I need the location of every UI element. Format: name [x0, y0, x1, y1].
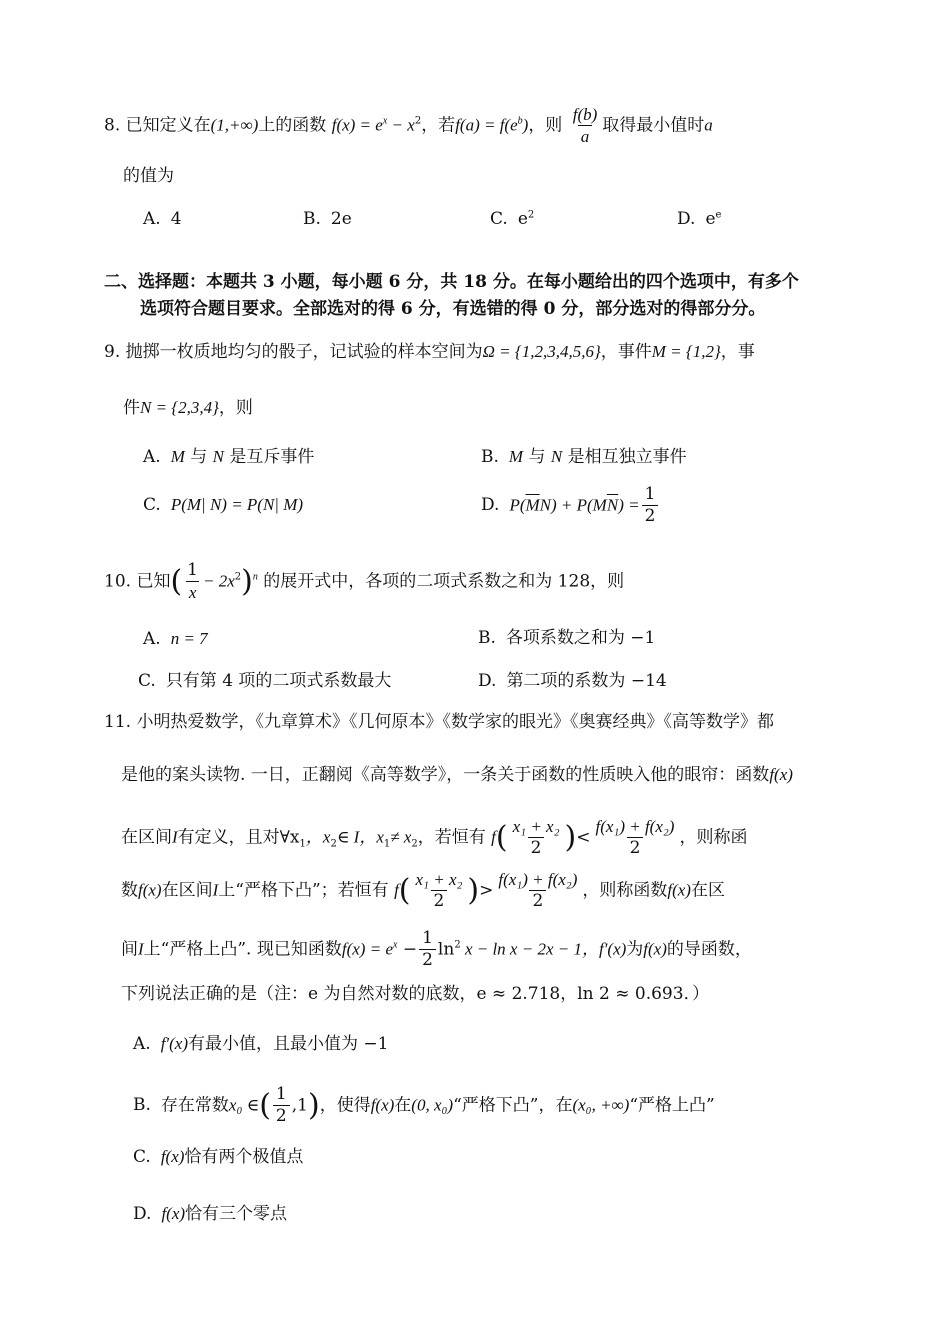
- q11-sum-fraction-2: $\frac{\text{f(x₁) + f(x₂)}}{2}$: [498, 870, 578, 912]
- q8-line1: 8. 已知定义在(1,+∞)上的函数 $f(x) = e^x - x^2$，若$f(a) = f(e^b)$，则 $\frac{f(b)}{a}$ 取得最小值时a: [104, 105, 713, 147]
- q11-line1: 11. 小明热爱数学，《九章算术》《几何原本》《数学家的眼光》《奥赛经典》《高等数学》都: [104, 712, 774, 732]
- q11-line2: 是他的案头读物. 一日，正翻阅《高等数学》，一条关于函数的性质映入他的眼帘：函数f(x): [121, 765, 793, 785]
- q8-option-a: A. 4: [143, 209, 182, 229]
- q10-option-d: D. 第二项的系数为 −14: [478, 671, 667, 691]
- q11-line6: 下列说法正确的是（注：e 为自然对数的底数，e ≈ 2.718，ln 2 ≈ 0.693．）: [121, 984, 710, 1004]
- q9-number: 9.: [104, 342, 121, 362]
- q10-option-c: C. 只有第 4 项的二项式系数最大: [138, 671, 392, 691]
- q9-option-d: D. $P(\overline{M}N) + P(M\overline{N})$ = $\frac{1}{2}$: [481, 484, 660, 528]
- q11-sum-fraction-1: $\frac{\text{f(x₁) + f(x₂)}}{2}$: [595, 817, 675, 859]
- q11-half-fraction: $\frac{1}{2}$: [419, 928, 436, 972]
- q11-option-d: D. f(x)恰有三个零点: [133, 1204, 288, 1224]
- q8-option-b: B. 2e: [303, 209, 352, 229]
- section2-heading-line2: 选项符合题目要求。全部选对的得 6 分，有选错的得 0 分，部分选对的得部分分。: [140, 299, 766, 319]
- q8-fraction: $\frac{f(b)}{a}$: [572, 105, 598, 147]
- section2-heading-line1: 二、选择题：本题共 3 小题，每小题 6 分，共 18 分。在每小题给出的四个选项中，有多个: [104, 272, 799, 292]
- q11-avg-fraction-2: $\frac{\text{x₁ + x₂}}{2}$: [415, 870, 463, 912]
- q11-option-b: B. 存在常数x₀ ∈( $\frac{1}{2}$ ,1)，使得f(x)在(0, x₀)“严格下凸”，在(x₀, +∞)“严格上凸”: [133, 1084, 715, 1127]
- q11-number: 11.: [104, 712, 132, 732]
- q11-avg-fraction-1: $\frac{\text{x₁ + x₂}}{2}$: [512, 817, 560, 859]
- q11-line5: 间I上“严格上凸”. 现已知函数$f(x) = e^x$ − $\frac{1}{2}$ $\ln^2 x - \ln x - 2x - 1$，f′(x)为f(x)的导函数，: [121, 928, 752, 971]
- q9-line2: 件N = {2,3,4}，则: [123, 398, 253, 418]
- q8-number: 8.: [104, 115, 121, 136]
- q10-fraction: $\frac{1}{x}$: [187, 560, 198, 603]
- q10-option-a: A. n = 7: [143, 629, 208, 649]
- q11-optb-half-fraction: $\frac{1}{2}$: [273, 1084, 290, 1128]
- q11-option-c: C. f(x)恰有两个极值点: [133, 1147, 304, 1167]
- q10-number: 10.: [104, 571, 132, 592]
- q9-option-a: A. M 与 N 是互斥事件: [143, 447, 315, 467]
- q8-line2: 的值为: [123, 166, 174, 186]
- q11-line4: 数f(x)在区间I上“严格下凸”；若恒有 f( $\frac{\text{x₁ + x₂}}{2}$ )> $\frac{\text{f(x₁) + f(x₂)}}{2}$ ，则称函数f(x)在区: [121, 870, 725, 912]
- q11-line3: 在区间I有定义，且对$\forall x_1$，$x_2\in$ I，$x_1\ne x_2$，若恒有 f( $\frac{\text{x₁ + x₂}}{2}$ )< $\frac{\text{f(x₁) + f(x₂)}}{2}$ ，则称函: [121, 817, 748, 859]
- q9-option-c: C. P(M| N) = P(N| M): [143, 495, 304, 515]
- q10-option-b: B. 各项系数之和为 −1: [478, 628, 656, 648]
- q11-option-a: A. f′(x)有最小值，且最小值为 −1: [133, 1034, 389, 1054]
- q9-half-fraction: $\frac{1}{2}$: [642, 484, 659, 528]
- q8-option-c: C. $e^2$: [490, 209, 535, 229]
- q9-option-b: B. M 与 N 是相互独立事件: [481, 447, 687, 467]
- q10-line1: 10. 已知( $\frac{1}{x}$ − $2x^2)^n$ 的展开式中，各项的二项式系数之和为 128，则: [104, 560, 625, 603]
- q9-line1: 9. 抛掷一枚质地均匀的骰子，记试验的样本空间为Ω = {1,2,3,4,5,6}，事件M = {1,2}，事: [104, 342, 755, 362]
- q8-option-d: D. $e^e$: [677, 209, 722, 229]
